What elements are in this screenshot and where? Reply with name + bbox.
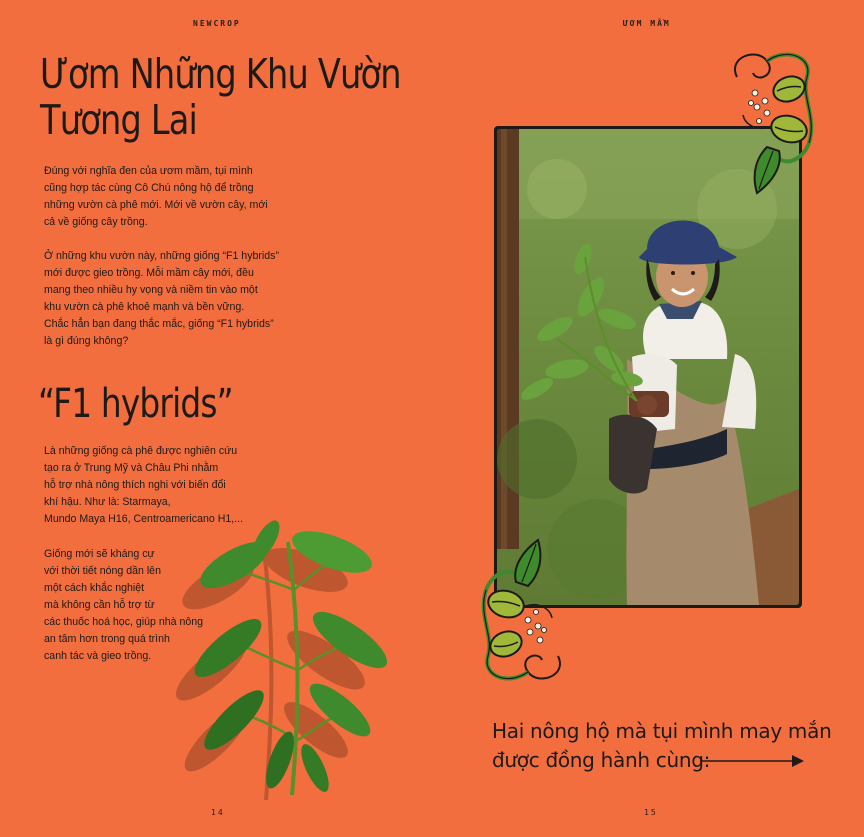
closing-line-1: Hai nông hộ mà tụi mình may mắn	[492, 719, 832, 743]
intro-line: Đúng với nghĩa đen của ươm mầm, tụi mình	[44, 165, 253, 177]
benefit-line: với thời tiết nóng dần lên	[44, 564, 161, 577]
definition-line: tạo ra ở Trung Mỹ và Châu Phi nhằm	[44, 461, 219, 474]
benefit-line: các thuốc hoá học, giúp nhà nông	[44, 615, 204, 628]
body-line: mang theo nhiều hy vọng và niềm tin vào một	[44, 283, 258, 296]
farmer-photo-illustration	[497, 129, 799, 605]
intro-line: cả về giống cây trồng.	[44, 215, 148, 228]
body-line: Chắc hẳn bạn đang thắc mắc, giống “F1 hybrids”	[44, 317, 274, 330]
arrow-right-icon	[700, 753, 806, 769]
definition-line: khí hậu. Như là: Starmaya,	[44, 495, 171, 508]
intro-line: những vườn cà phê mới. Mới về vườn cây, mới	[44, 198, 268, 211]
page-number-left: 14	[211, 808, 225, 817]
coffee-plant-icon	[170, 520, 420, 800]
definition-line: Là những giống cà phê được nghiên cứu	[44, 445, 238, 457]
definition-line: hỗ trợ nhà nông thích nghi với biến đổi	[44, 478, 226, 491]
coffee-bean-ornament-icon-bottom	[472, 536, 568, 686]
definition-line: Mundo Maya H16, Centroamericano H1,...	[44, 512, 244, 525]
definition-paragraph	[44, 443, 243, 528]
section-subtitle: “F1 hybrids”	[38, 381, 233, 427]
body-line: khu vườn cà phê khoẻ mạnh và bền vững.	[44, 300, 245, 313]
page-number-right: 15	[644, 808, 658, 817]
title-line-2: Tương Lai	[40, 95, 198, 144]
benefit-line: canh tác và gieo trồng.	[44, 649, 152, 662]
benefit-line: Giống mới sẽ kháng cự	[44, 548, 155, 560]
page-title	[40, 50, 401, 144]
benefit-line: an tâm hơn trong quá trình	[44, 632, 170, 645]
intro-line: cũng hợp tác cùng Cô Chú nông hộ để trồng	[44, 181, 254, 194]
body-line: mới được gieo trồng. Mỗi mầm cây mới, đều	[44, 266, 254, 279]
header-label-left: NEWCROP	[193, 19, 241, 28]
body-paragraph	[44, 248, 279, 350]
body-line: là gì đúng không?	[44, 334, 129, 347]
title-line-1: Ươm Những Khu Vườn	[40, 50, 401, 98]
header-label-right: ƯƠM MẦM	[623, 19, 671, 28]
intro-paragraph	[44, 163, 268, 231]
farmer-photo	[497, 129, 799, 605]
coffee-bean-ornament-icon	[727, 47, 823, 197]
closing-line-2: được đồng hành cùng:	[492, 748, 711, 772]
benefit-line: mà không cần hỗ trợ từ	[44, 598, 155, 611]
benefit-line: một cách khắc nghiệt	[44, 581, 145, 594]
body-line: Ở những khu vườn này, những giống “F1 hybrids”	[44, 250, 279, 262]
